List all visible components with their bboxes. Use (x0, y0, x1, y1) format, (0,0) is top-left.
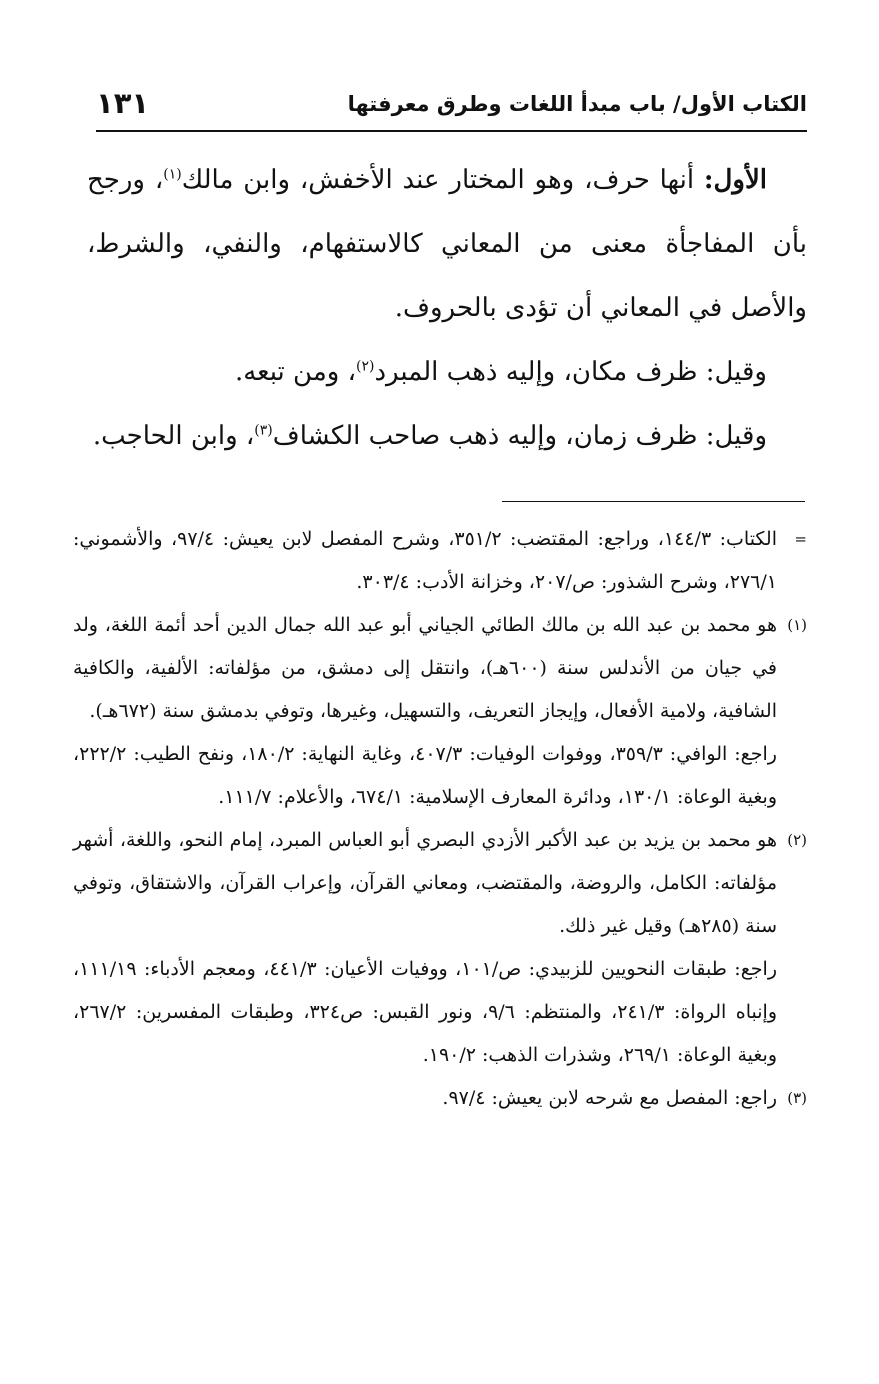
paragraph-1-lead: الأول: (703, 165, 768, 195)
footnote-1-sources (73, 733, 807, 819)
paragraph-3 (87, 404, 807, 468)
running-title: الكتاب الأول/ باب مبدأ اللغات وطرق معرفتها (347, 92, 807, 116)
footnote-text: هو محمد بن يزيد بن عبد الأكبر الأزدي البصري أبو العباس المبرد، إمام النحو، واللغة، أشهر مؤلفاته: الكامل، والروضة، والمقتضب، ومعاني القرآن، وإعراب القرآن، والاشتقاق، وتوفي سنة (٢٨٥هـ) وقيل غير ذلك. (73, 829, 777, 937)
footnote-marker: (١) (787, 616, 807, 634)
footnote-text: راجع: الوافي: ٣٥٩/٣، ووفوات الوفيات: ٤٠٧/٣، وغاية النهاية: ١٨٠/٢، ونفح الطيب: ٢٢٢/٢، وبغية الوعاة: ١٣٠/١، ودائرة المعارف الإسلامية: ٦٧٤/١، والأعلام: ١١١/٧. (73, 743, 777, 808)
footnote-3 (73, 1077, 807, 1120)
paragraph-2 (87, 340, 807, 404)
page-number: ١٣١ (96, 86, 150, 120)
page-header (96, 82, 807, 132)
paragraph-3-text-b: ، وابن الحاجب. (92, 421, 255, 451)
paragraph-3-text-a: وقيل: ظرف زمان، وإليه ذهب صاحب الكشاف (272, 421, 767, 451)
footnote-1 (73, 604, 807, 733)
footnote-2-sources (73, 948, 807, 1077)
footnote-continuation (73, 518, 807, 604)
footnote-2 (73, 819, 807, 948)
footnote-marker: (٣) (787, 1089, 807, 1107)
footnote-text: الكتاب: ١٤٤/٣، وراجع: المقتضب: ٣٥١/٢، وشرح المفصل لابن يعيش: ٩٧/٤، والأشموني: ٢٧٦/١، وشرح الشذور: ص/٢٠٧، وخزانة الأدب: ٣٠٣/٤. (73, 528, 777, 593)
footnote-separator (502, 501, 805, 502)
footnote-ref-2[interactable]: (٢) (355, 358, 375, 375)
paragraph-2-text-a: وقيل: ظرف مكان، وإليه ذهب المبرد (374, 357, 767, 387)
footnote-ref-1[interactable]: (١) (163, 166, 182, 183)
footnote-text: راجع: المفصل مع شرحه لابن يعيش: ٩٧/٤. (442, 1087, 777, 1109)
paragraph-1 (87, 148, 807, 340)
footnotes (73, 518, 807, 1120)
footnote-text: راجع: طبقات النحويين للزبيدي: ص/١٠١، ووفيات الأعيان: ٤٤١/٣، ومعجم الأدباء: ١١١/١٩، وإنباه الرواة: ٢٤١/٣، والمنتظم: ٩/٦، ونور القبس: ص٣٢٤، وطبقات المفسرين: ٢٦٧/٢، وبغية الوعاة: ٢٦٩/١، وشذرات الذهب: ١٩٠/٢. (73, 958, 778, 1066)
paragraph-1-text-b: ، ورجح بأن المفاجأة معنى من المعاني كالاستفهام، والنفي، والشرط، والأصل في المعاني أن تؤدى بالحروف. (87, 165, 807, 323)
paragraph-1-text-a: أنها حرف، وهو المختار عند الأخفش، وابن مالك (181, 165, 704, 195)
footnote-marker: (٢) (787, 831, 807, 849)
paragraph-2-text-b: ، ومن تبعه. (234, 357, 356, 387)
main-text (87, 148, 807, 468)
footnote-ref-3[interactable]: (٣) (254, 422, 273, 439)
footnote-marker: = (794, 530, 807, 548)
footnote-text: هو محمد بن عبد الله بن مالك الطائي الجياني أبو عبد الله جمال الدين أحد أئمة اللغة، ولد في جيان من الأندلس سنة (٦٠٠هـ)، وانتقل إلى دمشق، من مؤلفاته: الألفية، والكافية الشافية، ولامية الأفعال، وإيجاز التعريف، والتسهيل، وغيرها، وتوفي بدمشق سنة (٦٧٢هـ). (73, 614, 777, 722)
